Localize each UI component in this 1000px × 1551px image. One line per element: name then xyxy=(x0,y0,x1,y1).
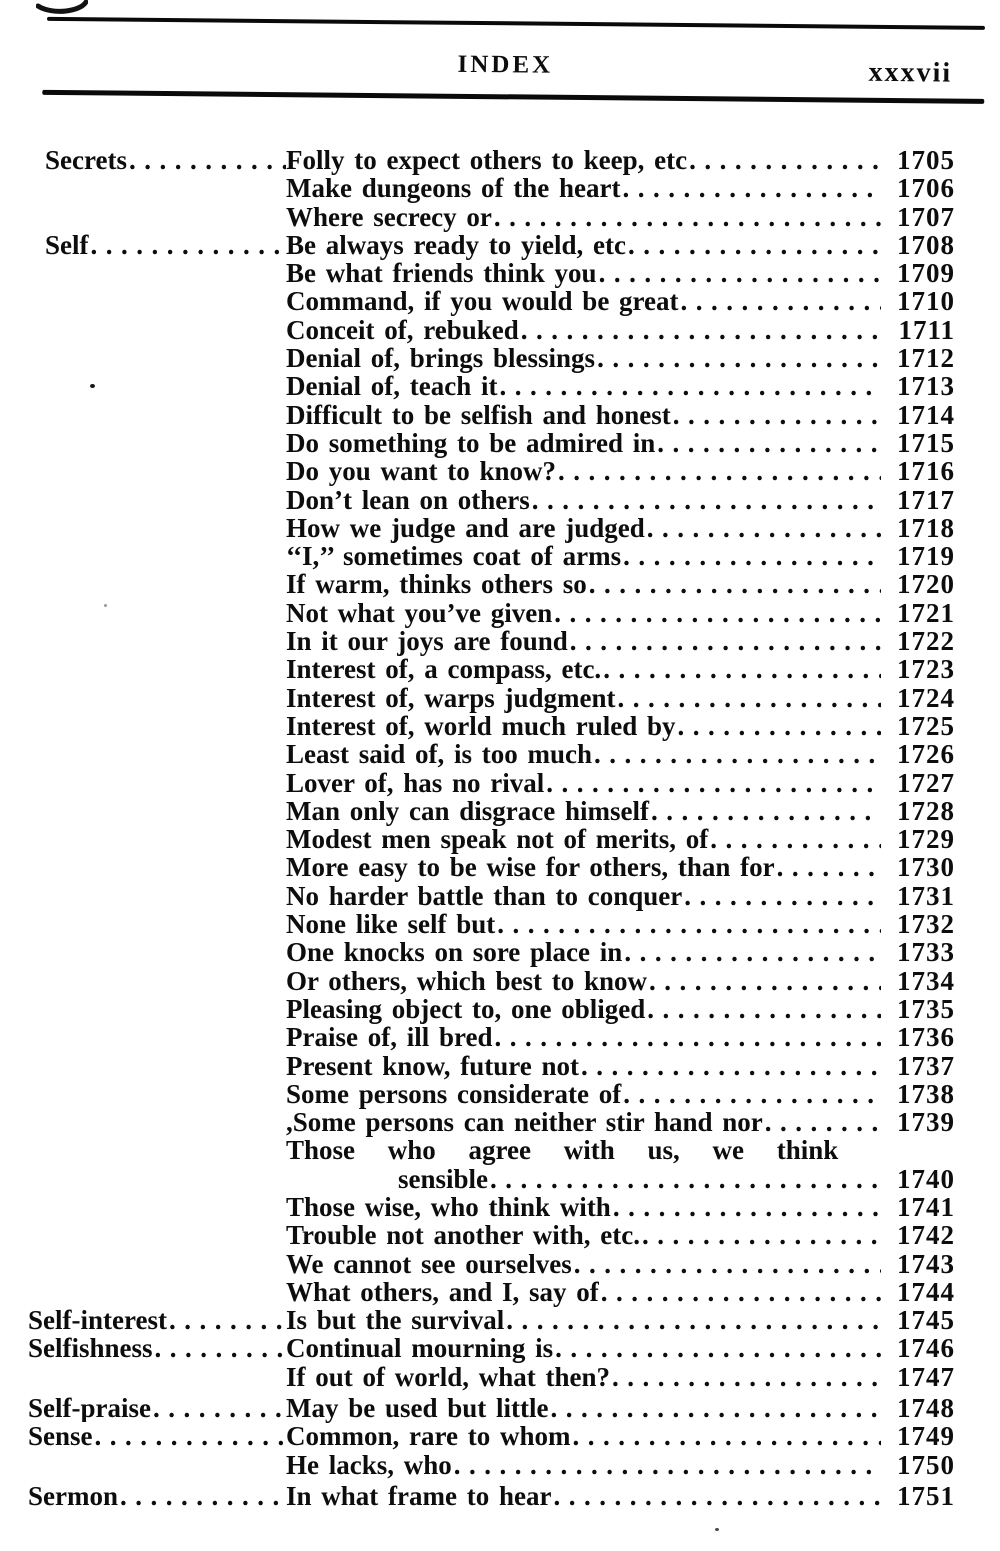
entry-body xyxy=(286,1108,955,1136)
entry-text: Denial of, brings blessings xyxy=(286,343,596,374)
entry-headword-cell xyxy=(28,1306,286,1334)
entry-text: Those wise, who think with xyxy=(286,1191,611,1222)
entry-body xyxy=(286,1306,955,1334)
entry-page-number: 1714 xyxy=(897,399,955,430)
entry-page-number: 1724 xyxy=(897,682,955,713)
entry-text: May be used but little xyxy=(286,1393,549,1424)
entry-body xyxy=(286,1278,955,1306)
dot-leader xyxy=(549,1394,881,1422)
entry-headword: Sense xyxy=(28,1422,93,1451)
entry-page-number: 1715 xyxy=(897,427,955,458)
entry-page-number: 1748 xyxy=(897,1393,955,1424)
entry-text: Lover of, has no rival xyxy=(286,767,545,798)
index-row xyxy=(28,457,955,485)
entry-page-number: 1735 xyxy=(897,993,955,1024)
entry-page-number: 1725 xyxy=(897,710,955,741)
dot-leader xyxy=(519,316,881,344)
dot-leader xyxy=(599,1278,881,1306)
entry-page-number: 1711 xyxy=(898,314,955,345)
entry-body xyxy=(286,1394,955,1422)
entry-page-number: 1745 xyxy=(897,1305,955,1336)
dot-leader xyxy=(570,1422,881,1450)
index-row xyxy=(28,514,955,542)
entry-headword-cell xyxy=(28,231,286,259)
entry-page-number: 1720 xyxy=(897,569,955,600)
entry-text: Be always ready to yield, etc xyxy=(286,229,626,260)
entry-headword-cell xyxy=(28,1394,286,1422)
entry-body xyxy=(286,146,955,174)
entry-body xyxy=(286,1221,955,1249)
entry-page-number: 1706 xyxy=(897,173,955,204)
entry-headword: Self xyxy=(45,230,89,260)
entry-body xyxy=(286,684,955,712)
index-row xyxy=(28,627,955,655)
top-rule xyxy=(47,17,985,30)
index-row xyxy=(28,570,955,598)
page-title: INDEX xyxy=(457,50,554,79)
entry-headword: Self-praise xyxy=(28,1394,151,1423)
entry-text: Some persons considerate of xyxy=(286,1078,622,1109)
entry-page-number: 1708 xyxy=(897,229,955,260)
index-row xyxy=(28,1306,955,1334)
index-entries xyxy=(28,146,955,1510)
dot-leader xyxy=(497,372,881,400)
dot-leader xyxy=(647,967,881,995)
entry-page-number: 1750 xyxy=(897,1449,955,1480)
index-row xyxy=(28,599,955,627)
index-row xyxy=(28,853,955,881)
entry-page-number: 1733 xyxy=(897,937,955,968)
dot-leader xyxy=(610,1363,881,1391)
dot-leader xyxy=(682,882,881,910)
entry-body xyxy=(286,1422,955,1450)
entry-headword: Self-interest xyxy=(28,1306,167,1335)
entry-body xyxy=(286,231,955,259)
dot-leader xyxy=(556,457,881,485)
entry-text: Continual mourning is xyxy=(286,1333,554,1364)
entry-headword: Sermon xyxy=(28,1481,118,1511)
entry-page-number: 1727 xyxy=(897,767,955,798)
index-row xyxy=(28,259,955,287)
entry-page-number: 1740 xyxy=(897,1163,955,1194)
index-row xyxy=(28,231,955,259)
entry-text: Interest of, warps judgment xyxy=(286,682,616,713)
entry-body xyxy=(286,401,955,429)
index-row xyxy=(28,740,955,768)
entry-body xyxy=(286,1451,955,1479)
entry-text: Trouble not another with, etc. xyxy=(286,1220,640,1251)
dot-leader xyxy=(93,1422,286,1450)
entry-text: Where secrecy or xyxy=(286,201,492,232)
index-row xyxy=(28,372,955,400)
index-row xyxy=(28,287,955,315)
ink-dot-artifact xyxy=(90,384,95,388)
entry-body xyxy=(286,316,955,344)
entry-page-number: 1749 xyxy=(897,1421,955,1452)
entry-headword-cell xyxy=(28,1482,286,1510)
entry-body xyxy=(286,769,955,797)
index-row xyxy=(28,1250,955,1278)
index-row xyxy=(28,401,955,429)
dot-leader xyxy=(127,146,286,174)
dot-leader xyxy=(504,1306,881,1334)
entry-body xyxy=(286,542,955,570)
entry-body xyxy=(286,1136,955,1164)
entry-text: Interest of, world much ruled by xyxy=(286,710,676,741)
entry-text: He lacks, who xyxy=(286,1449,452,1480)
dot-leader xyxy=(626,231,881,259)
index-row xyxy=(28,684,955,712)
index-row xyxy=(28,203,955,231)
index-row xyxy=(28,1108,955,1136)
entry-text: ‘‘I,’’ sometimes coat of arms xyxy=(286,541,622,572)
entry-page-number: 1718 xyxy=(897,512,955,543)
entry-headword-cell xyxy=(28,1334,286,1362)
entry-text: Don’t lean on others xyxy=(286,484,530,515)
entry-body xyxy=(286,1165,955,1193)
index-row xyxy=(28,344,955,372)
index-row xyxy=(28,712,955,740)
entry-text: Do something to be admired in xyxy=(286,427,656,458)
dot-leader xyxy=(671,401,881,429)
index-row xyxy=(28,1080,955,1108)
index-row xyxy=(28,938,955,966)
dot-leader xyxy=(118,1482,286,1510)
index-row xyxy=(28,1193,955,1221)
entry-page-number: 1751 xyxy=(897,1480,955,1511)
entry-text: Not what you’ve given xyxy=(286,597,553,628)
entry-headword: Secrets xyxy=(45,146,127,175)
entry-page-number: 1705 xyxy=(897,145,955,175)
dot-leader xyxy=(621,1080,881,1108)
entry-text: Difficult to be selfish and honest xyxy=(286,399,671,430)
dot-leader xyxy=(551,1482,881,1510)
entry-body xyxy=(286,1363,955,1391)
entry-headword-cell xyxy=(28,146,286,174)
entry-body xyxy=(286,287,955,315)
entry-page-number: 1743 xyxy=(897,1248,955,1279)
index-row xyxy=(28,797,955,825)
dot-leader xyxy=(655,429,881,457)
entry-body xyxy=(286,486,955,514)
index-row xyxy=(28,995,955,1023)
index-row xyxy=(28,769,955,797)
entry-body xyxy=(286,825,955,853)
dot-leader xyxy=(687,146,881,174)
entry-headword-cell xyxy=(28,1422,286,1450)
index-row xyxy=(28,174,955,202)
entry-text: If out of world, what then? xyxy=(286,1361,611,1392)
entry-text: In what frame to hear xyxy=(286,1480,552,1511)
dot-leader xyxy=(597,259,881,287)
entry-page-number: 1712 xyxy=(897,343,955,374)
dot-leader xyxy=(622,938,881,966)
dot-leader xyxy=(592,740,881,768)
dot-leader xyxy=(640,1221,881,1249)
ink-dot-artifact xyxy=(104,604,107,607)
entry-body xyxy=(286,599,955,627)
entry-page-number: 1736 xyxy=(897,1022,955,1053)
entry-body xyxy=(286,1080,955,1108)
entry-text: Do you want to know? xyxy=(286,456,557,487)
entry-page-number: 1716 xyxy=(897,456,955,487)
index-row xyxy=(28,825,955,853)
entry-text: Denial of, teach it xyxy=(286,371,498,402)
dot-leader xyxy=(763,1108,881,1136)
entry-body xyxy=(286,797,955,825)
entry-page-number: 1728 xyxy=(897,795,955,826)
entry-body xyxy=(286,627,955,655)
entry-body xyxy=(286,344,955,372)
entry-text: In it our joys are found xyxy=(286,626,568,657)
index-row xyxy=(28,1023,955,1051)
entry-text: ,Some persons can neither stir hand nor xyxy=(286,1107,763,1138)
ink-dot-artifact xyxy=(715,1528,719,1531)
entry-page-number: 1719 xyxy=(897,541,955,572)
entry-text: Praise of, ill bred xyxy=(286,1022,493,1053)
entry-headword: Selfishness xyxy=(28,1334,153,1363)
dot-leader xyxy=(568,627,881,655)
entry-body xyxy=(286,853,955,881)
index-row xyxy=(28,1363,955,1391)
index-row xyxy=(28,882,955,910)
dot-leader xyxy=(89,231,287,259)
entry-text: sensible xyxy=(398,1163,489,1194)
entry-page-number: 1730 xyxy=(897,852,955,883)
entry-body xyxy=(286,259,955,287)
dot-leader xyxy=(579,1052,881,1080)
entry-text: None like self but xyxy=(286,909,496,940)
entry-text: One knocks on sore place in xyxy=(286,937,623,968)
entry-text: We cannot see ourselves xyxy=(286,1248,572,1279)
index-row xyxy=(28,1451,955,1479)
entry-text: Those who agree with us, we think xyxy=(286,1135,839,1166)
index-row xyxy=(28,1278,955,1306)
entry-body xyxy=(286,995,955,1023)
entry-page-number: 1723 xyxy=(897,654,955,685)
dot-leader xyxy=(649,797,881,825)
entry-page-number: 1746 xyxy=(897,1333,955,1364)
dot-leader xyxy=(587,570,881,598)
entry-body xyxy=(286,1023,955,1051)
dot-leader xyxy=(595,344,881,372)
dot-leader xyxy=(452,1451,881,1479)
entry-page-number: 1734 xyxy=(897,965,955,996)
entry-page-number: 1738 xyxy=(897,1078,955,1109)
header-rule xyxy=(42,90,984,104)
entry-body xyxy=(286,910,955,938)
entry-body xyxy=(286,457,955,485)
entry-body xyxy=(286,1052,955,1080)
index-row xyxy=(28,486,955,514)
entry-text: Make dungeons of the heart xyxy=(286,173,621,204)
dot-leader xyxy=(601,655,881,683)
dot-leader xyxy=(615,684,881,712)
entry-page-number: 1739 xyxy=(897,1107,955,1138)
entry-body xyxy=(286,514,955,542)
index-row xyxy=(28,429,955,457)
entry-body xyxy=(286,372,955,400)
entry-text: Modest men speak not of merits, of xyxy=(286,824,709,855)
dot-leader xyxy=(621,174,882,202)
dot-leader xyxy=(676,712,882,740)
entry-page-number: 1717 xyxy=(897,484,955,515)
entry-text: What others, and I, say of xyxy=(286,1276,599,1307)
dot-leader xyxy=(572,1250,881,1278)
index-row xyxy=(28,967,955,995)
dot-leader xyxy=(645,995,881,1023)
entry-text: Folly to expect others to keep, etc xyxy=(286,145,688,175)
entry-body xyxy=(286,429,955,457)
entry-text: Be what friends think you xyxy=(286,258,597,289)
entry-text: Command, if you would be great xyxy=(286,286,679,317)
dot-leader xyxy=(488,1165,881,1193)
entry-text: Common, rare to whom xyxy=(286,1421,571,1452)
entry-body xyxy=(286,1193,955,1221)
entry-page-number: 1713 xyxy=(897,371,955,402)
entry-page-number: 1707 xyxy=(897,201,955,232)
index-row xyxy=(28,1136,955,1164)
index-row xyxy=(28,910,955,938)
entry-text: Man only can disgrace himself xyxy=(286,795,649,826)
entry-text: Conceit of, rebuked xyxy=(286,314,519,345)
index-row xyxy=(28,1221,955,1249)
dot-leader xyxy=(492,203,881,231)
entry-text: Present know, future not xyxy=(286,1050,580,1081)
entry-body xyxy=(286,174,955,202)
entry-page-number: 1721 xyxy=(897,597,955,628)
dot-leader xyxy=(151,1394,286,1422)
entry-body xyxy=(286,938,955,966)
index-row xyxy=(28,1394,955,1422)
dot-leader xyxy=(552,599,881,627)
entry-body xyxy=(286,655,955,683)
dot-leader xyxy=(167,1306,286,1334)
dot-leader xyxy=(495,910,881,938)
entry-body xyxy=(286,1334,955,1362)
entry-body xyxy=(286,967,955,995)
entry-page-number: 1709 xyxy=(897,258,955,289)
entry-text: Least said of, is too much xyxy=(286,739,593,770)
entry-page-number: 1710 xyxy=(897,286,955,317)
dot-leader xyxy=(679,287,881,315)
entry-text: Or others, which best to know xyxy=(286,965,648,996)
entry-page-number: 1731 xyxy=(897,880,955,911)
index-row xyxy=(28,542,955,570)
entry-body xyxy=(286,1482,955,1510)
index-row xyxy=(28,146,955,174)
dot-leader xyxy=(621,542,881,570)
page-header xyxy=(0,0,1000,139)
entry-page-number: 1742 xyxy=(897,1220,955,1251)
dot-leader xyxy=(645,514,881,542)
entry-page-number: 1744 xyxy=(897,1276,955,1307)
entry-page-number: 1726 xyxy=(897,739,955,770)
entry-page-number: 1737 xyxy=(897,1050,955,1081)
dot-leader xyxy=(553,1334,881,1362)
folio-page-number: xxxvii xyxy=(868,56,953,89)
entry-text: No harder battle than to conquer xyxy=(286,880,683,911)
entry-body xyxy=(286,740,955,768)
entry-text: More easy to be wise for others, than for xyxy=(286,852,775,883)
entry-text: Is but the survival xyxy=(286,1305,505,1336)
entry-text: How we judge and are judged xyxy=(286,512,645,543)
entry-body xyxy=(286,1250,955,1278)
index-row xyxy=(28,316,955,344)
entry-text: If warm, thinks others so xyxy=(286,569,587,600)
dot-leader xyxy=(544,769,881,797)
dot-leader xyxy=(611,1193,881,1221)
entry-text: Pleasing object to, one obliged xyxy=(286,993,646,1024)
dot-leader xyxy=(775,853,881,881)
entry-page-number: 1741 xyxy=(897,1191,955,1222)
dot-leader xyxy=(530,486,881,514)
index-row xyxy=(28,1334,955,1362)
index-row xyxy=(28,1165,955,1193)
entry-page-number: 1722 xyxy=(897,626,955,657)
entry-page-number: 1729 xyxy=(897,824,955,855)
dot-leader xyxy=(153,1334,286,1362)
index-row xyxy=(28,655,955,683)
dot-leader xyxy=(708,825,881,853)
entry-page-number: 1747 xyxy=(897,1361,955,1392)
index-row xyxy=(28,1482,955,1510)
index-row xyxy=(28,1052,955,1080)
entry-body xyxy=(286,203,955,231)
entry-text: Interest of, a compass, etc. xyxy=(286,654,602,685)
index-row xyxy=(28,1422,955,1450)
entry-body xyxy=(286,712,955,740)
entry-body xyxy=(286,882,955,910)
entry-body xyxy=(286,570,955,598)
dot-leader xyxy=(492,1023,881,1051)
entry-page-number: 1732 xyxy=(897,909,955,940)
